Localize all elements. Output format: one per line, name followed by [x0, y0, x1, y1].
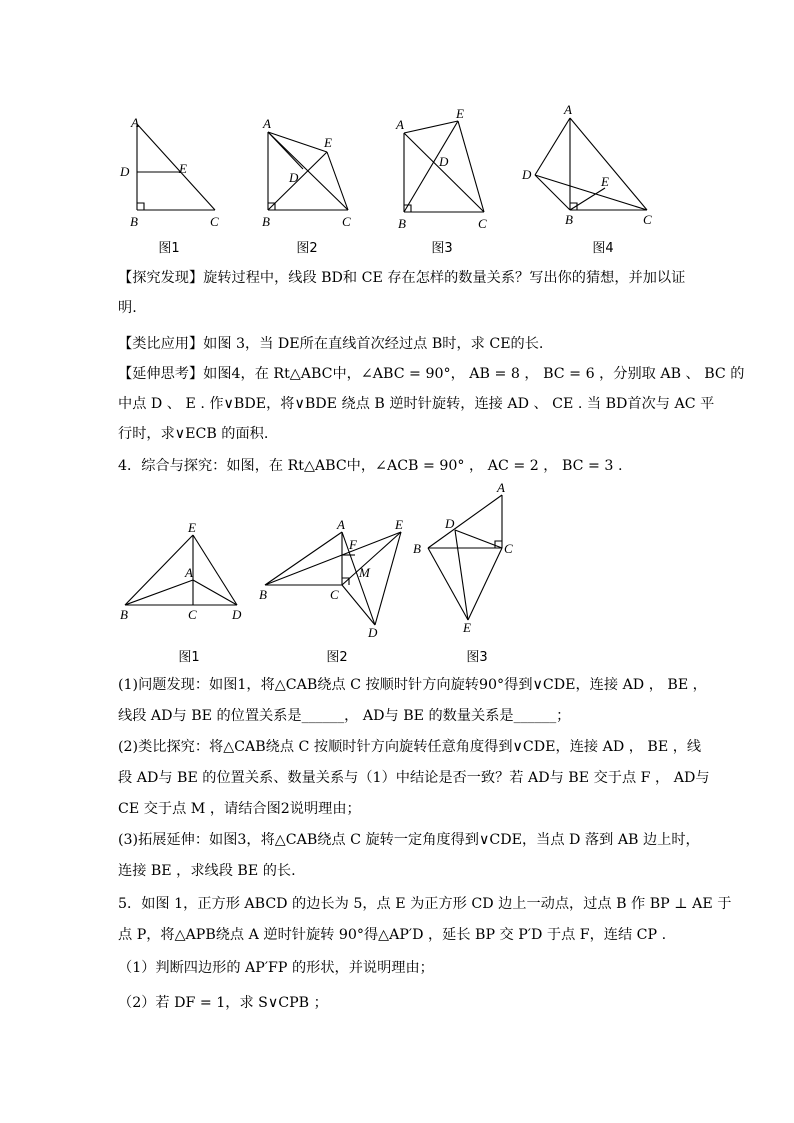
label-E: E — [324, 135, 332, 150]
label-C: C — [188, 607, 197, 622]
q4-figure-1 — [115, 520, 255, 625]
label-E: E — [188, 520, 196, 535]
label-C: C — [342, 214, 351, 229]
label-D: D — [120, 164, 130, 179]
label-A: A — [396, 117, 404, 132]
caption-figure-1: 图1 — [158, 241, 180, 256]
label-B: B — [398, 216, 406, 230]
label-B: B — [259, 587, 267, 602]
label-D: D — [445, 516, 455, 531]
label-E: E — [179, 161, 187, 176]
label-D: D — [439, 154, 449, 169]
label-A: A — [185, 565, 193, 580]
text-line: 线段 AD与 BE 的位置关系是______， AD与 BE 的数量关系是______； — [118, 708, 571, 724]
label-B: B — [120, 607, 128, 622]
label-C: C — [504, 541, 513, 556]
label-E: E — [395, 517, 403, 532]
label-A: A — [564, 102, 572, 117]
label-D: D — [232, 607, 242, 622]
text-line: (2)类比探究：将△CAB绕点 C 按顺时针方向旋转任意角度得到∨CDE，连接 AD ， BE ，线 — [118, 739, 702, 755]
text-line: 明. — [118, 300, 137, 316]
label-C: C — [330, 587, 339, 602]
text-line: (3)拓展延伸：如图3，将△CAB绕点 C 旋转一定角度得到∨CDE，当点 D 落到 AB 边上时， — [118, 832, 700, 848]
text-line: 点 P，将△APB绕点 A 逆时针旋转 90°得△AP′D ，延长 BP 交 P′D 于点 F，连结 CP . — [118, 927, 667, 943]
label-D: D — [289, 170, 299, 185]
label-B: B — [130, 214, 138, 229]
text-line: (1)问题发现：如图1，将△CAB绕点 C 按顺时针方向旋转90°得到∨CDE，连接 AD ， BE ， — [118, 677, 707, 693]
text-line: 连接 BE ，求线段 BE 的长. — [118, 863, 296, 879]
figure-4-rotated — [515, 100, 665, 230]
text-line: 中点 D 、 E . 作∨BDE，将∨BDE 绕点 B 逆时针旋转，连接 AD 、 CE . 当 BD首次与 AC 平 — [118, 396, 715, 412]
caption-figure-2: 图2 — [296, 241, 318, 256]
label-D: D — [368, 625, 378, 640]
label-E: E — [463, 620, 471, 635]
text-line: 4．综合与探究：如图，在 Rt△ABC中，∠ACB = 90° ， AC = 2 ， BC = 3 . — [118, 458, 623, 474]
caption-figure-4: 图4 — [592, 241, 614, 256]
label-A: A — [131, 115, 139, 130]
text-line: 【延伸思考】如图4，在 Rt△ABC中，∠ABC = 90°， AB = 8 ， BC = 6 ，分别取 AB 、 BC 的 — [118, 366, 745, 382]
label-B: B — [413, 541, 421, 556]
label-C: C — [643, 212, 652, 227]
label-A: A — [263, 116, 271, 131]
label-B: B — [565, 212, 573, 227]
caption-q4-figure-3: 图3 — [466, 650, 488, 665]
label-E: E — [601, 174, 609, 189]
label-F: F — [349, 537, 357, 552]
label-D: D — [522, 167, 532, 182]
figure-2-rotated — [255, 112, 365, 232]
figure-3-rotated — [390, 105, 500, 230]
figure-1-right-triangle — [115, 110, 225, 230]
text-line: 行时，求∨ECB 的面积. — [118, 426, 269, 442]
label-C: C — [210, 214, 219, 229]
label-E: E — [456, 106, 464, 121]
q4-figure-3 — [410, 480, 520, 635]
text-line: （2）若 DF = 1，求 S∨CPB ； — [118, 995, 328, 1011]
label-A: A — [497, 480, 505, 495]
label-C: C — [478, 216, 487, 230]
text-line: （1）判断四边形的 AP′FP 的形状，并说明理由； — [118, 960, 434, 976]
caption-q4-figure-1: 图1 — [178, 650, 200, 665]
label-M: M — [359, 565, 370, 580]
caption-q4-figure-2: 图2 — [326, 650, 348, 665]
text-line: 【探究发现】旋转过程中，线段 BD和 CE 存在怎样的数量关系？写出你的猜想，并加以证 — [118, 270, 686, 286]
caption-figure-3: 图3 — [431, 241, 453, 256]
label-B: B — [262, 214, 270, 229]
q4-figure-2 — [255, 515, 415, 640]
text-line: 【类比应用】如图 3，当 DE所在直线首次经过点 B时，求 CE的长. — [118, 336, 544, 352]
label-A: A — [337, 517, 345, 532]
text-line: 5．如图 1，正方形 ABCD 的边长为 5，点 E 为正方形 CD 边上一动点，过点 B 作 BP ⊥ AE 于 — [118, 896, 732, 912]
text-line: 段 AD与 BE 的位置关系、数量关系与（1）中结论是否一致？若 AD与 BE 交于点 F ， AD与 — [118, 770, 710, 786]
text-line: CE 交于点 M ，请结合图2说明理由； — [118, 801, 361, 817]
